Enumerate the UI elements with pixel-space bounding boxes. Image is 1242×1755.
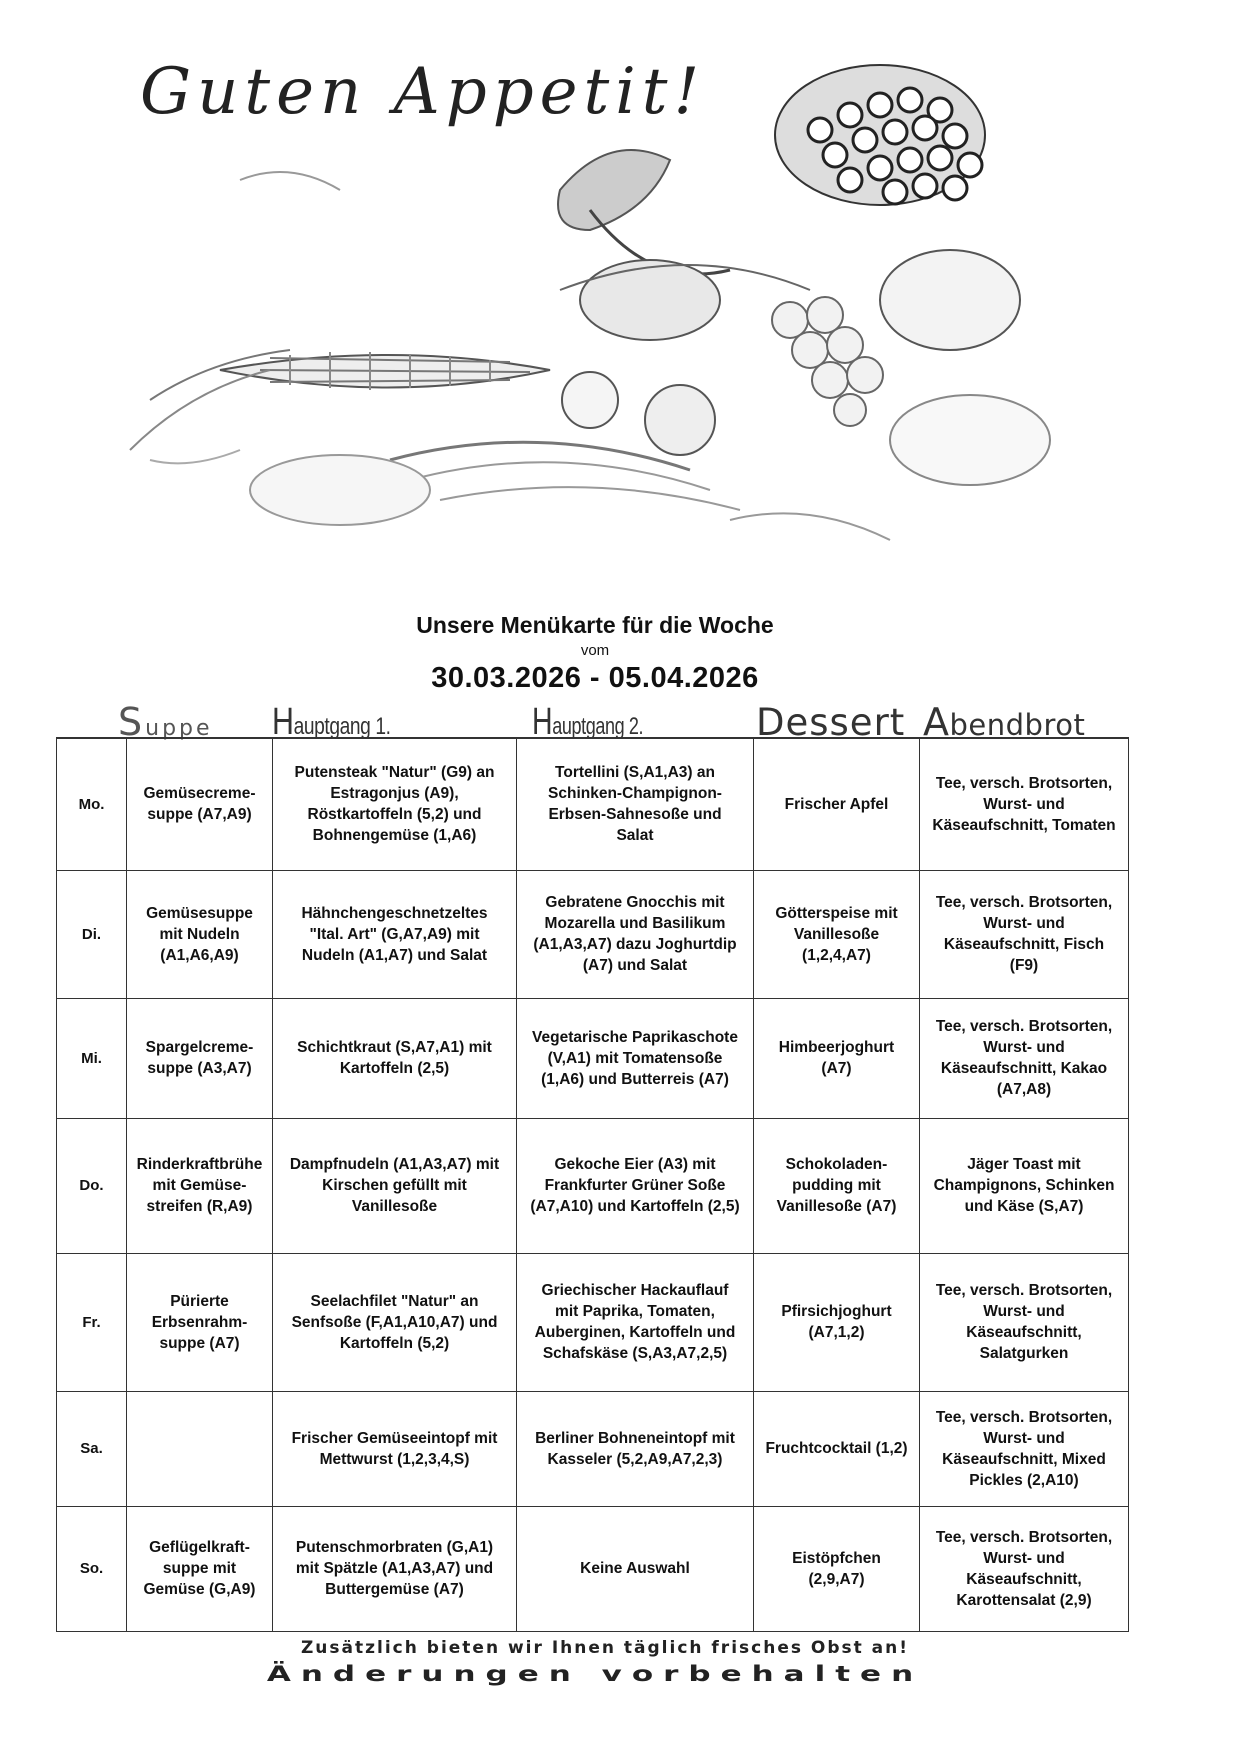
dessert-cell: Eistöpfchen (2,9,A7) [754,1506,920,1631]
hauptgang1-cell: Seelachfilet "Natur" an Senfsoße (F,A1,A10,A7) und Kartoffeln (5,2) [273,1253,517,1391]
header-haupt2-initial: H [532,701,553,743]
abendbrot-cell: Tee, versch. Brotsorten, Wurst- und Käseaufschnitt, Fisch (F9) [920,870,1129,998]
suppe-cell: Rinderkraftbrühe mit Gemüse- streifen (R,A9) [127,1118,273,1253]
dessert-cell: Fruchtcocktail (1,2) [754,1391,920,1506]
suppe-cell: Pürierte Erbsenrahm- suppe (A7) [127,1253,273,1391]
table-row [57,1506,1129,1631]
header-haupt1-initial: H [272,701,294,743]
greeting-heading: Guten Appetit! [140,55,706,129]
abendbrot-cell: Tee, versch. Brotsorten, Wurst- und Käseaufschnitt, Karottensalat (2,9) [920,1506,1129,1631]
changes-reserved-note: Änderungen vorbehalten [266,1661,924,1687]
day-cell: Mi. [57,998,127,1118]
abendbrot-cell: Tee, versch. Brotsorten, Wurst- und Käseaufschnitt, Kakao (A7,A8) [920,998,1129,1118]
header-suppe-rest: uppe [145,716,213,741]
daily-fruit-note: Zusätzlich bieten wir Ihnen täglich frisches Obst an! [300,1638,909,1658]
suppe-cell: Geflügelkraft- suppe mit Gemüse (G,A9) [127,1506,273,1631]
hauptgang1-cell: Dampfnudeln (A1,A3,A7) mit Kirschen gefüllt mit Vanillesoße [273,1118,517,1253]
hauptgang2-cell: Keine Auswahl [517,1506,754,1631]
hauptgang2-cell: Tortellini (S,A1,A3) an Schinken-Champignon- Erbsen-Sahnesoße und Salat [517,738,754,870]
dessert-cell: Frischer Apfel [754,738,920,870]
table-row [57,738,1129,870]
day-cell: Mo. [57,738,127,870]
header-abendbrot-rest: bendbrot [949,708,1086,742]
header-haupt2-rest: auptgang 2. [552,713,644,740]
pineapple-icon [775,65,985,205]
day-cell: So. [57,1506,127,1631]
table-row [57,998,1129,1118]
weekly-menu-table [56,737,1129,1632]
abendbrot-cell: Tee, versch. Brotsorten, Wurst- und Käseaufschnitt, Salatgurken [920,1253,1129,1391]
hauptgang2-cell: Gekoche Eier (A3) mit Frankfurter Grüner Soße (A7,A10) und Kartoffeln (2,5) [517,1118,754,1253]
abendbrot-cell: Jäger Toast mit Champignons, Schinken und Käse (S,A7) [920,1118,1129,1253]
header-abendbrot-initial: A [923,700,950,744]
hauptgang2-cell: Berliner Bohneneintopf mit Kasseler (5,2,A9,A7,2,3) [517,1391,754,1506]
table-row [57,1391,1129,1506]
date-range: 30.03.2026 - 05.04.2026 [431,662,759,694]
corn-icon [130,350,550,450]
table-row [57,1253,1129,1391]
hauptgang1-cell: Putenschmorbraten (G,A1) mit Spätzle (A1,A3,A7) und Buttergemüse (A7) [273,1506,517,1631]
hauptgang2-cell: Griechischer Hackauflauf mit Paprika, Tomaten, Auberginen, Kartoffeln und Schafskäse (S,A3,A7,2,5) [517,1253,754,1391]
header-suppe-initial: S [118,700,146,744]
day-cell: Do. [57,1118,127,1253]
hauptgang2-cell: Gebratene Gnocchis mit Mozarella und Basilikum (A1,A3,A7) dazu Joghurtdip (A7) und Salat [517,870,754,998]
suppe-cell: Gemüsesuppe mit Nudeln (A1,A6,A9) [127,870,273,998]
suppe-cell [127,1391,273,1506]
hauptgang1-cell: Schichtkraut (S,A7,A1) mit Kartoffeln (2,5) [273,998,517,1118]
abendbrot-cell: Tee, versch. Brotsorten, Wurst- und Käseaufschnitt, Mixed Pickles (2,A10) [920,1391,1129,1506]
dessert-cell: Pfirsichjoghurt (A7,1,2) [754,1253,920,1391]
menu-title: Unsere Menükarte für die Woche [416,612,774,638]
abendbrot-cell: Tee, versch. Brotsorten, Wurst- und Käseaufschnitt, Tomaten [920,738,1129,870]
day-cell: Fr. [57,1253,127,1391]
day-cell: Sa. [57,1391,127,1506]
hauptgang2-cell: Vegetarische Paprikaschote (V,A1) mit Tomatensoße (1,A6) und Butterreis (A7) [517,998,754,1118]
dessert-cell: Schokoladen- pudding mit Vanillesoße (A7) [754,1118,920,1253]
hauptgang1-cell: Frischer Gemüseeintopf mit Mettwurst (1,2,3,4,S) [273,1391,517,1506]
table-row [57,1118,1129,1253]
hauptgang1-cell: Hähnchengeschnetzeltes "Ital. Art" (G,A7,A9) mit Nudeln (A1,A7) und Salat [273,870,517,998]
header-dessert: Dessert [756,701,906,744]
dessert-cell: Himbeerjoghurt (A7) [754,998,920,1118]
suppe-cell: Gemüsecreme- suppe (A7,A9) [127,738,273,870]
suppe-cell: Spargelcreme- suppe (A3,A7) [127,998,273,1118]
dessert-cell: Götterspeise mit Vanillesoße (1,2,4,A7) [754,870,920,998]
header-haupt1-rest: auptgang 1. [293,713,391,740]
day-cell: Di. [57,870,127,998]
hauptgang1-cell: Putensteak "Natur" (G9) an Estragonjus (A9), Röstkartoffeln (5,2) und Bohnengemüse (1,A6) [273,738,517,870]
table-row [57,870,1129,998]
vom-label: vom [580,642,610,659]
